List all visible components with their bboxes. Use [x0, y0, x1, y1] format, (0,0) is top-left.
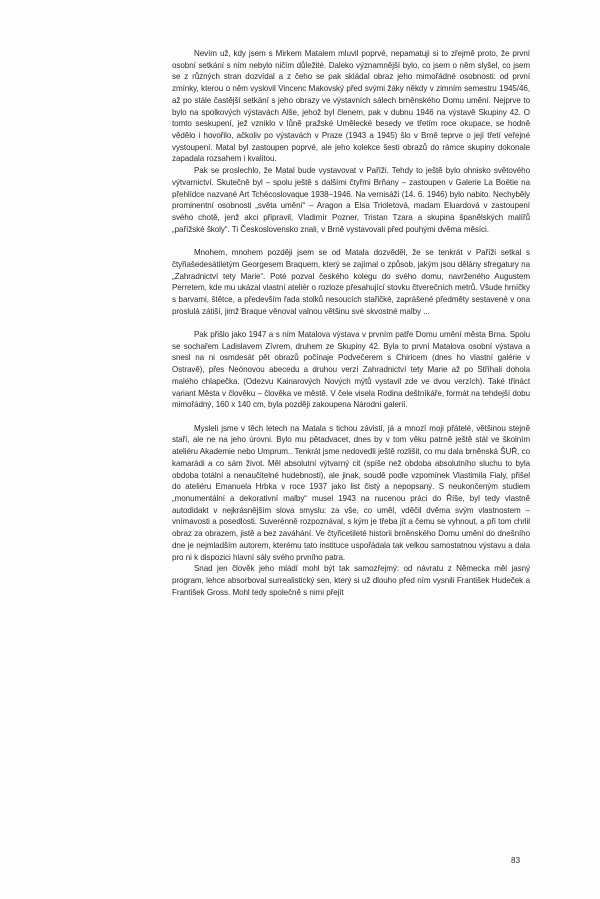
paragraph-6: Snad jen člověk jeho mládí mohl být tak samozřejmý: od návratu z Německa měl jasný program, lehce absorboval surrealistický sen, který si už dlouho před ním vysnili František Hudeček a František Gross. Mohl tedy společně s nimi přejít	[172, 564, 530, 597]
paragraph-4: Pak přišlo jako 1947 a s ním Matalova výstava v prvním patře Domu umění města Brna. Spolu se sochařem Ladislavem Zívrem, druhem ze Skupiny 42. Byla to první Matalova osobní výstava a snesl na ni osmdesát pět obrazů počínaje Podvečerem s Chiricem (dnes ho vlastní galérie v Ostravě), přes Neónovou abecedu a druhou verzí Zahradnictví tety Marie až po Stříhali dohola malého chlapečka. (Odezvu Kainarových Nových mýtů vystavil zde ve dvou verzích). Také třináct variant Města v člověku – člověka ve městě. V čele visela Rodina deštníkáře, formát na tehdejší dobu mimořádný, 160 x 140 cm, byla později zakoupena Národní galerií.	[172, 330, 530, 410]
paragraph-2: Pak se proslechlo, že Matal bude vystavovat v Paříži. Tehdy to ještě bylo ohnisko světového výtvarnictví. Skutečně byl – spolu ještě s dalšími čtyřmi Brňany – zastoupen v Galerie La Boëtie na přehlídce nazvané Art Tchécoslovaque 1938–1946. Na vernisáži (14. 6. 1946) bylo nabito. Nechyběly prominentní osobnosti „světa umění“ – Aragon a Elsa Trioletová, madam Eluardová v zastoupení svého chotě, jenž akci připravil, Vladimír Pozner, Tristan Tzara a skupina španělských malířů „pařížské školy“. Ti Československo znali, v Brně vystavovali před pouhými dvěma měsíci.	[172, 166, 530, 234]
paragraph-5: Mysleli jsme v těch letech na Matala s tichou závistí, já a mnozí moji přátelé, většinou stejně staří, ale ne na jeho úrovni. Bylo mu pětadvacet, dnes by v tom věku patrně ještě stál ve školním ateliéru Akademie nebo Umprum.. Tenkrát jsme nedovedli ještě rozlišit, co mu dala brněnská ŠUŘ, co kamarádi a co sám život. Měl absolutní výtvarný cit (spíše než obdoba absolutního sluchu to byla obdoba totální a nenaučitelné hudebnosti), ale jinak, soudě podle vzpomínek Vlastimila Fialy, přišel do ateliéru Emanuela Hrbka v roce 1937 jako list čistý a nepopsaný. S neukončeným studiem „monumentální a dekorativní malby“ musel 1943 na nucenou práci do Říše, byl tedy vlastně autodidakt v nejkrásnějším slova smyslu: za vše, co uměl, vděčil dvěma svým vlastnostem – vnímavosti a posedlosti. Suverénně rozpoznával, s kým je třeba jít a čemu se vyhnout, a při tom chrlil obraz za obrazem, jistě a bez zaváhání. Ve čtyřicetileté historii brněnského Domu umění do dnešního dne je nejmladším autorem, kterému tato instituce uspořádala tak velkou samostatnou výstavu a dala pro ni k dispozici hlavní sály svého prvního patra.	[172, 423, 530, 562]
body-text-column	[172, 48, 530, 598]
paragraph-1: Nevím už, kdy jsem s Mirkem Matalem mluvil poprvé, nepamatuji si to zřejmě proto, že první osobní setkání s ním nebylo ničím důležité. Daleko významnější bylo, co jsem o něm slyšel, co jsem se z různých stran dozvídal a z čeho se pak skládal obraz jeho mimořádné osobnosti: od první zmínky, kterou o něm vyslovil Vincenc Makovský před svými žáky někdy v zimním semestru 1945/46, až po stále častější setkání s jeho obrazy ve výstavních sálech brněnského Domu umění. Nejprve to bylo na spolkových výstavách Alše, jehož byl členem, pak v dubnu 1946 na výstavě Skupiny 42. O tomto seskupení, jež vzniklo v lůně pražské Umělecké besedy ve třetím roce okupace, se hodně vědělo i hovořilo, ačkoliv po výstavách v Praze (1943 a 1945) šlo v Brně teprve o její třetí veřejné vystoupení. Matal byl zastoupen poprvé, ale jeho kolekce šesti obrazů do rámce skupiny dokonale zapadala rozsahem i kvalitou.	[172, 49, 530, 164]
paragraph-3: Mnohem, mnohem později jsem se od Matala dozvěděl, že se tenkrát v Paříži setkal s čtyřiašedesátiletým Georgesem Braquem, který se zajímal o způsob, jakým jsou dělány sfregatury na „Zahradnictví tety Marie“. Poté pozval českého kolegu do svého domu, navrženého Augustem Perretem, kde mu ukázal vlastní ateliér o rozloze přesahující stovku čtverečních metrů. Všude hrníčky s barvami, štětce, a především řada stolků nesoucích stařičké, zaprášené předměty sestavené v ona proslulá zátiší, jimž Braque věnoval valnou většinu své skvostné malby ...	[172, 248, 530, 316]
page-number: 83	[511, 856, 521, 865]
